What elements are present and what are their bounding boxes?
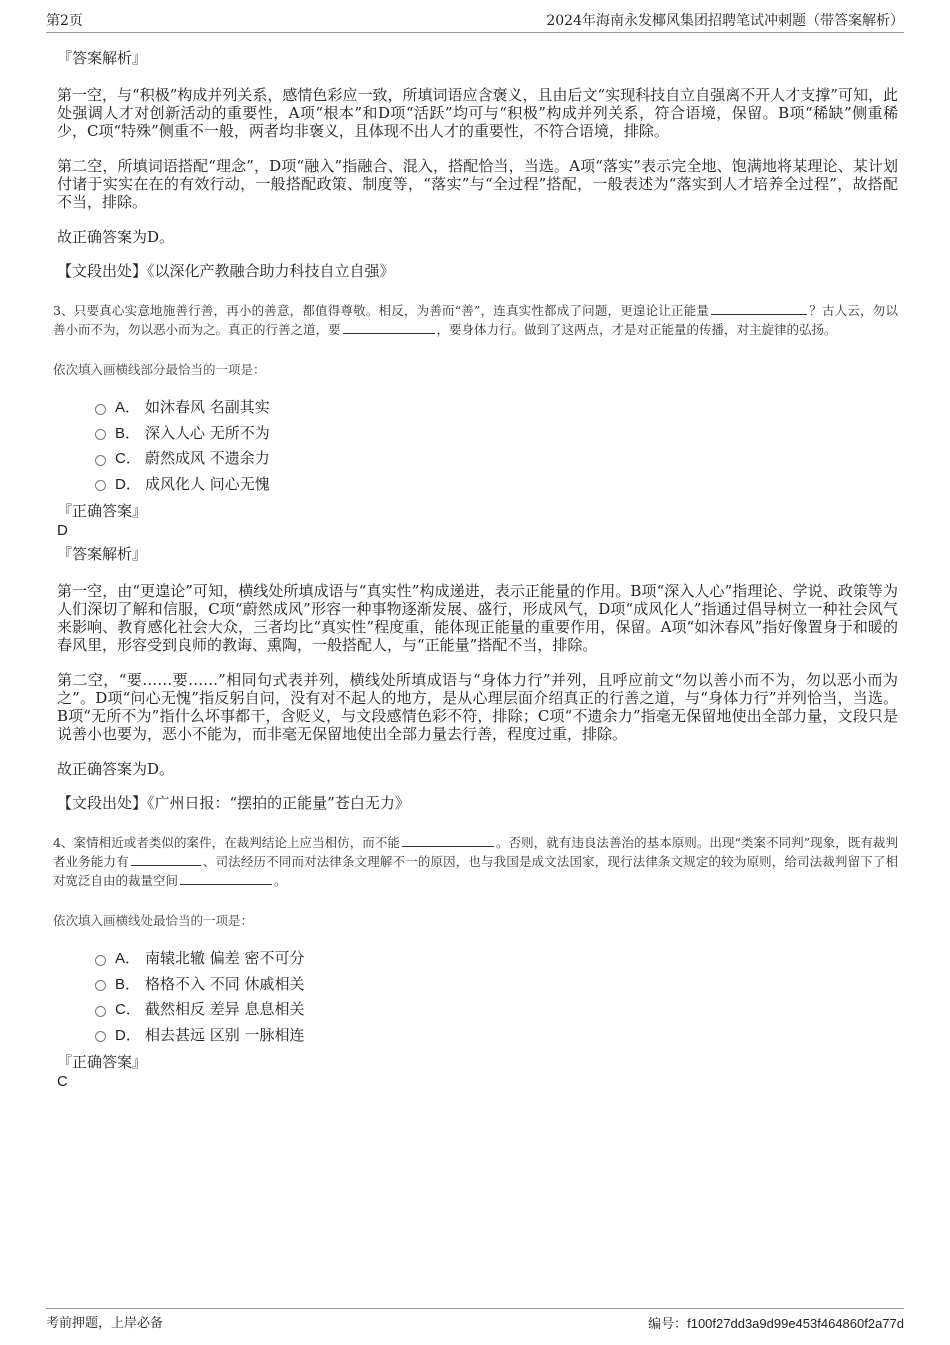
radio-button[interactable] bbox=[95, 1031, 106, 1042]
q3-answer: D bbox=[57, 522, 68, 539]
q2-analysis-p1: 第一空，与“积极”构成并列关系，感情色彩应一致，所填词语应含褒义，且由后文“实现科技自立自强离不开人才支撑”可知，此处强调人才对创新活动的重要性，A项“根本”和D项“活跃”均可与“积极”构成并列关系，符合语境，保留。B项“稀缺”侧重稀少，C项“特殊”侧重不一般，两者均非褒义，且体现不出人才的重要性，不符合语境，排除。 bbox=[57, 86, 898, 140]
q4-answer-label: 『正确答案』 bbox=[57, 1053, 148, 1071]
q3-conclusion: 故正确答案为D。 bbox=[57, 760, 175, 778]
page-number: 第2页 bbox=[46, 13, 83, 29]
q4-option-a[interactable]: A． 南辕北辙 偏差 密不可分 bbox=[95, 946, 898, 972]
q2-analysis-p2: 第二空，所填词语搭配“理念”，D项“融入”指融合、混入，搭配恰当，当选。A项“落实”表示完全地、饱满地将某理论、某计划付诸于实实在在的有效行动，一般搭配政策、制度等，“落实”与“全过程”搭配，一般表述为“落实到人才培养全过程”，故搭配不当，排除。 bbox=[57, 157, 898, 211]
q2-conclusion: 故正确答案为D。 bbox=[57, 228, 175, 246]
q3-stem-c: ，要身体力行。做到了这两点，才是对正能量的传播，对主旋律的弘扬。 bbox=[436, 322, 837, 337]
q3-blank-1 bbox=[711, 302, 807, 315]
q4-options bbox=[95, 946, 898, 1048]
q3-answer-label: 『正确答案』 bbox=[57, 502, 148, 520]
q3-analysis-p1: 第一空，由“更遑论”可知，横线处所填成语与“真实性”构成递进，表示正能量的作用。B项“深入人心”指理论、学说、政策等为人们深切了解和信服，C项“蔚然成风”形容一种事物逐渐发展、盛行，形成风气，D项“成风化人”指通过倡导树立一种社会风气来影响、教育感化社会大众，三者均比“真实性”程度重，能体现正能量的重要作用，保留。A项“如沐春风”指好像置身于和暖的春风里，形容受到良师的教诲、熏陶，一般搭配人，与“正能量”搭配不当，排除。 bbox=[57, 582, 898, 654]
q4-option-c[interactable]: C． 截然相反 差异 息息相关 bbox=[95, 997, 898, 1023]
q4-stem-c: 、司法经历不同而对法律条文理解不一的原因，也与我国是成文法国家，现行法律条文规定的较为原则，给司法裁判留下了相对宽泛自由的裁量空间 bbox=[53, 854, 898, 888]
page-content bbox=[53, 40, 898, 1091]
q4-prompt: 依次填入画横线处最恰当的一项是： bbox=[53, 913, 254, 928]
radio-button[interactable] bbox=[95, 429, 106, 440]
radio-button[interactable] bbox=[95, 1006, 106, 1017]
radio-button[interactable] bbox=[95, 480, 106, 491]
q4-stem bbox=[53, 833, 898, 890]
q3-analysis-label: 『答案解析』 bbox=[57, 545, 148, 563]
q2-source: 【文段出处】《以深化产教融合助力科技自立自强》 bbox=[57, 262, 395, 280]
q2-analysis-label: 『答案解析』 bbox=[57, 49, 148, 67]
q4-blank-2 bbox=[131, 853, 201, 866]
q4-option-b[interactable]: B． 格格不入 不同 休戚相关 bbox=[95, 972, 898, 998]
q4-answer: C bbox=[57, 1073, 68, 1090]
radio-button[interactable] bbox=[95, 980, 106, 991]
q3-stem-a: 3、只要真心实意地施善行善，再小的善意，都值得尊敬。相反，为善而“善”，连真实性都成了问题，更遑论让正能量 bbox=[53, 303, 710, 318]
page-header bbox=[46, 12, 904, 33]
q3-blank-2 bbox=[343, 321, 435, 334]
document-code: 编号：f100f27dd3a9d99e453f464860f2a77d bbox=[648, 1316, 904, 1331]
page-footer bbox=[46, 1308, 904, 1331]
radio-button[interactable] bbox=[95, 404, 106, 415]
radio-button[interactable] bbox=[95, 455, 106, 466]
q3-stem-b: ？古人云，勿以善小而不为，勿以恶小而为之。真正的行善之道，要 bbox=[53, 303, 898, 337]
q3-option-d[interactable]: D． 成风化人 问心无愧 bbox=[95, 472, 898, 498]
document-title: 2024年海南永发椰风集团招聘笔试冲刺题（带答案解析） bbox=[546, 13, 904, 29]
q4-blank-3 bbox=[180, 872, 272, 885]
q3-source: 【文段出处】《广州日报：“摆拍的正能量”苍白无力》 bbox=[57, 794, 410, 812]
q3-option-a[interactable]: A． 如沐春风 名副其实 bbox=[95, 395, 898, 421]
q4-stem-d: 。 bbox=[274, 873, 287, 888]
q4-stem-b: 。否则，就有违良法善治的基本原则。出现“类案不同判”现象，既有裁判者业务能力有 bbox=[53, 835, 898, 869]
q3-analysis-p2: 第二空，“要……要……”相同句式表并列，横线处所填成语与“身体力行”并列，且呼应前文“勿以善小而不为，勿以恶小而为之”。D项“问心无愧”指反躬自问，没有对不起人的地方，是从心理层面介绍真正的行善之道，与“身体力行”并列恰当，当选。B项“无所不为”指什么坏事都干，含贬义，与文段感情色彩不符，排除；C项“不遗余力”指毫无保留地使出全部力量，文段只是说善小也要为，恶小不能为，而非毫无保留地使出全部力量去行善，程度过重，排除。 bbox=[57, 671, 898, 743]
q4-blank-1 bbox=[402, 834, 494, 847]
q3-options bbox=[95, 395, 898, 497]
q3-option-c[interactable]: C． 蔚然成风 不遗余力 bbox=[95, 446, 898, 472]
q3-option-b[interactable]: B． 深入人心 无所不为 bbox=[95, 421, 898, 447]
q4-option-d[interactable]: D． 相去甚远 区别 一脉相连 bbox=[95, 1023, 898, 1049]
q4-stem-a: 4、案情相近或者类似的案件，在裁判结论上应当相仿，而不能 bbox=[53, 835, 400, 850]
radio-button[interactable] bbox=[95, 955, 106, 966]
q3-stem bbox=[53, 301, 898, 339]
footer-slogan: 考前押题，上岸必备 bbox=[46, 1316, 164, 1331]
q3-prompt: 依次填入画横线部分最恰当的一项是： bbox=[53, 362, 266, 377]
